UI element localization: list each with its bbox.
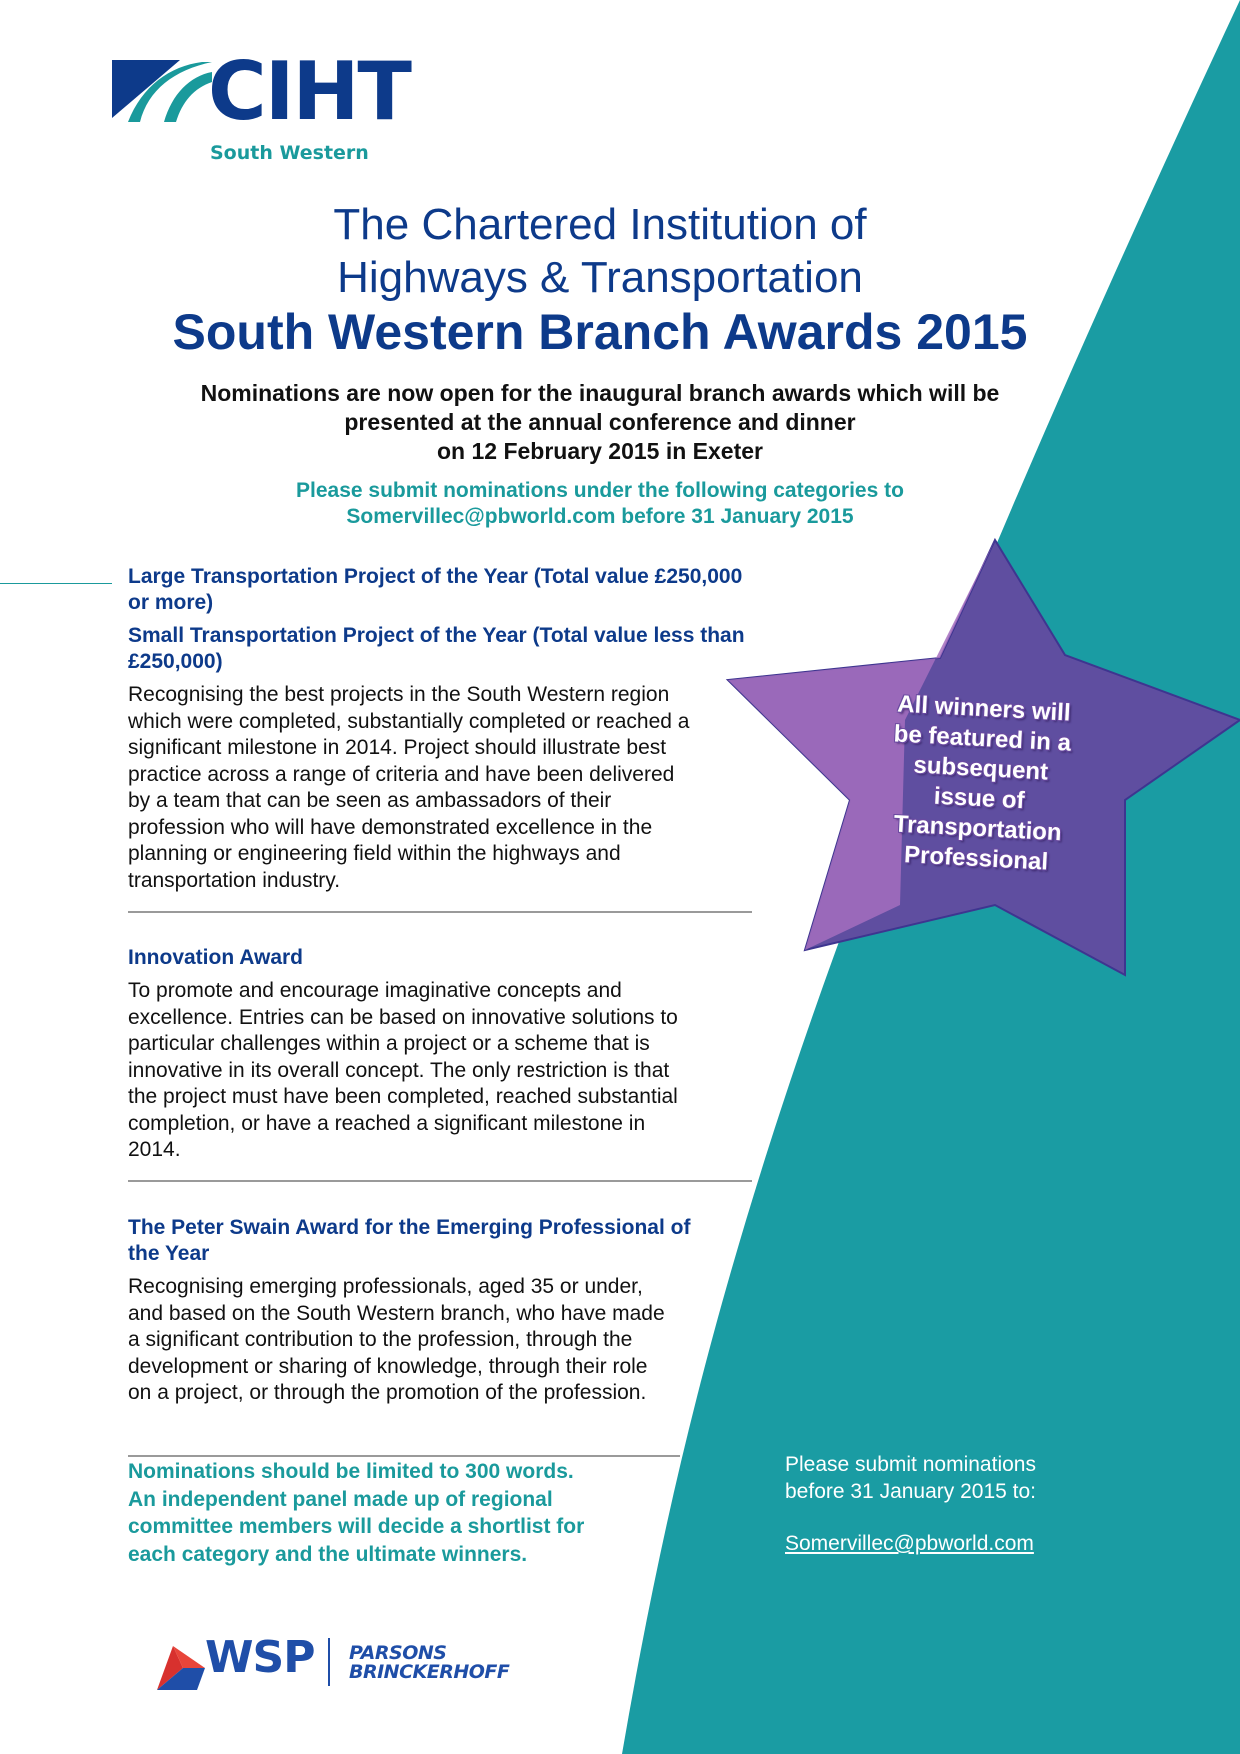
logo-separator: [328, 1638, 330, 1686]
category-body-emerging-professional: Recognising emerging professionals, aged 35 or under, and based on the South Western branch, who have made a significant contribution to the profession, through the development or sharing of knowledge, through their role on a project, or through the promotion of the profession.: [128, 1275, 665, 1404]
section-divider: [128, 1180, 752, 1182]
pb-logo-line-2: BRINCKERHOFF: [349, 1661, 510, 1683]
title-line-1: The Chartered Institution of: [333, 200, 867, 249]
pb-logo-line-1: PARSONS: [349, 1642, 447, 1664]
wsp-parsons-brinckerhoff-logo: [157, 1634, 537, 1694]
category-body-projects: Recognising the best projects in the South Western region which were completed, substantially completed or reached a significant milestone in 2014. Project should illustrate best practice across a range of criteria and have been delivered by a team that can be seen as ambassadors of their profession who will have demonstrated excellence in the planning or engineering field within the highways and transportation industry.: [128, 683, 690, 892]
submit-email-link[interactable]: Somervillec@pbworld.com: [785, 1532, 1034, 1555]
ciht-logo-text: CIHT: [208, 45, 410, 138]
page-title: South Western Branch Awards 2015: [172, 304, 1028, 360]
submit-box: Please submit nominations before 31 January 2015 to: Somervillec@pbworld.com: [785, 1452, 1105, 1558]
category-heading-emerging-professional: The Peter Swain Award for the Emerging Professional of the Year: [128, 1216, 691, 1265]
category-heading-large-project: Large Transportation Project of the Year (Total value £250,000 or more): [128, 565, 743, 614]
accent-rule: [0, 583, 112, 584]
submit-instructions: Please submit nominations under the following categories to Somervillec@pbworld.com before 31 January 2015: [296, 479, 904, 528]
section-divider: [128, 1455, 680, 1457]
intro-text: Nominations are now open for the inaugural branch awards which will be presented at the annual conference and dinner on 12 February 2015 in Exeter: [200, 380, 1000, 464]
ciht-logo-subtitle: South Western: [210, 142, 369, 164]
ciht-logo: [112, 45, 412, 170]
wsp-logo-text: WSP: [205, 1632, 315, 1683]
section-divider: [128, 911, 752, 913]
wsp-flag-icon: [157, 1638, 205, 1690]
category-heading-small-project: Small Transportation Project of the Year (Total value less than £250,000): [128, 624, 745, 673]
star-badge-text: All winners will be featured in a subsequent issue of Transportation Professional: [893, 690, 1072, 876]
title-line-2: Highways & Transportation: [337, 253, 863, 302]
ciht-swoosh-icon: [112, 60, 212, 122]
category-heading-innovation: Innovation Award: [128, 946, 304, 969]
nomination-note: Nominations should be limited to 300 words. An independent panel made up of regional committee members will decide a shortlist for each category and the ultimate winners.: [128, 1460, 585, 1566]
category-body-innovation: To promote and encourage imaginative concepts and excellence. Entries can be based on innovative solutions to particular challenges within a project or a scheme that is innovative in its overall concept. The only restriction is that the project must have been completed, reached substantial completion, or have a reached a significant milestone in 2014.: [128, 979, 678, 1161]
